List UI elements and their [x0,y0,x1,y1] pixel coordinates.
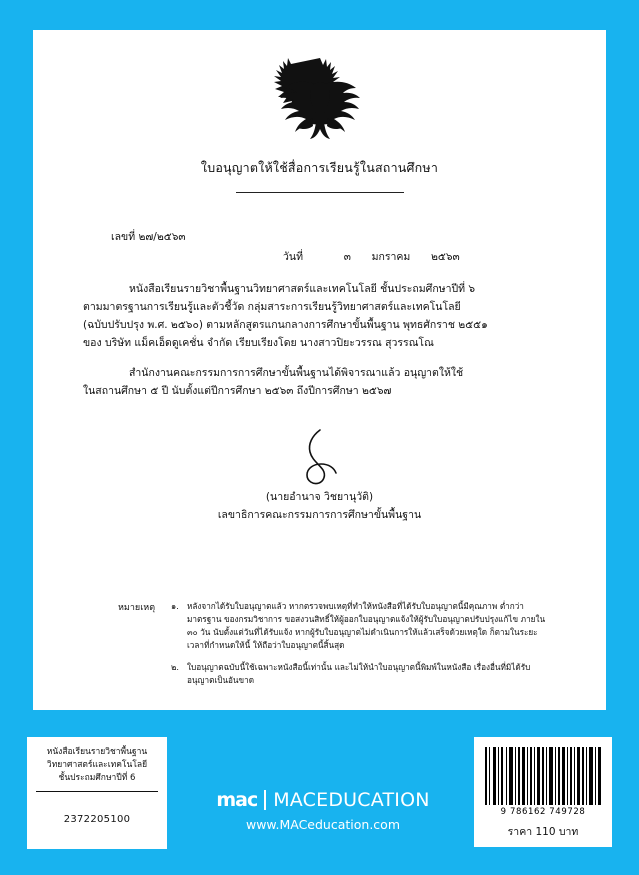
publisher-logo-area [178,790,468,832]
document-number [111,228,186,245]
notes-list [171,600,551,696]
body-line-5 [83,364,561,382]
document-number-value: ๒๗/๒๕๖๓ [138,231,186,243]
date-label: วันที่ [283,251,303,263]
note-item [171,600,551,652]
date-day: ๓ [343,251,351,263]
garuda-emblem [33,52,606,152]
notes-label: หมายเหตุ [118,603,156,613]
book-code-panel [27,737,167,849]
book-title-line-1: หนังสือเรียนรายวิชาพื้นฐาน [46,747,148,757]
book-title-lines [28,738,166,785]
certificate-sheet [33,30,606,710]
body-text-5: สำนักงานคณะกรรมการการศึกษาขั้นพื้นฐานได้พิจารณาแล้ว อนุญาตให้ใช้ [129,367,464,379]
body-line-4: ของ บริษัท แม็คเอ็ดดูเคชั่น จำกัด เรียบเรียงโดย นางสาวปิยะวรรณ สุวรรณโณ [83,337,434,349]
document-number-label: เลขที่ [111,231,136,243]
body-line-1 [83,280,561,298]
book-code-divider [36,791,158,792]
date-line [283,248,460,265]
body-line-6: ในสถานศึกษา ๕ ปี นับตั้งแต่ปีการศึกษา ๒๕๖๓ ถึงปีการศึกษา ๒๕๖๗ [83,385,392,397]
note-item [171,661,551,687]
body-text-1: หนังสือเรียนรายวิชาพื้นฐานวิทยาศาสตร์และเทคโนโลยี ชั้นประถมศึกษาปีที่ ๖ [129,283,476,295]
note-text: ใบอนุญาตฉบับนี้ใช้เฉพาะหนังสือนี้เท่านั้น และไม่ให้นำใบอนุญาตนี้พิมพ์ในหนังสือ เรื่องอื่นที่มิได้รับอนุญาตเป็นอันขาด [187,662,531,685]
mac-logo-mark: mac [216,788,258,811]
book-title-line-2: วิทยาศาสตร์และเทคโนโลยี [46,760,148,770]
price-label: ราคา 110 บาท [507,826,579,838]
date-month: มกราคม [371,251,411,263]
signature-mark [33,428,606,490]
note-text: หลังจากได้รับใบอนุญาตแล้ว หากตรวจพบเหตุที่ทำให้หนังสือที่ได้รับใบอนุญาตนี้มีคุณภาพ ต่ำกว่ามาตรฐาน ของกรมวิชาการ ขอสงวนสิทธิ์ให้ผู้ออกใบอนุญาตแจ้งให้ผู้รับใบอนุญาตปรับปรุงแก้ไข ภายใน ๓๐ วัน นับตั้งแต่วันที่ได้รับแจ้ง หากผู้รับใบอนุญาตไม่ดำเนินการให้แล้วเสร็จด้วยเหตุใด ก็ตามในระยะเวลาที่กำหนดให้นี้ ให้ถือว่าใบอนุญาตนี้สิ้นสุด [187,601,546,650]
book-code-value: 2372205100 [63,814,131,825]
note-number: ๒. [171,662,179,672]
date-year: ๒๕๖๓ [431,251,460,263]
publisher-name: MACEDUCATION [273,788,430,811]
publisher-logo-row [178,790,468,810]
barcode-digits: 9 786162 749728 [500,807,586,817]
logo-divider [264,790,266,810]
barcode-panel [474,737,612,847]
body-line-2: ตามมาตรฐานการเรียนรู้และตัวชี้วัด กลุ่มสาระการเรียนรู้วิทยาศาสตร์และเทคโนโลยี [83,301,461,313]
body-line-3: (ฉบับปรับปรุง พ.ศ. ๒๕๖๐) ตามหลักสูตรแกนกลางการศึกษาขั้นพื้นฐาน พุทธศักราช ๒๕๕๑ [83,319,488,331]
barcode-image [485,747,601,805]
signature-role: เลขาธิการคณะกรรมการการศึกษาขั้นพื้นฐาน [217,509,422,521]
title-divider [236,192,404,193]
certificate-title: ใบอนุญาตให้ใช้สื่อการเรียนรู้ในสถานศึกษา [200,160,439,175]
publisher-url[interactable]: www.MACeducation.com [245,817,401,832]
certificate-body [83,280,561,400]
note-number: ๑. [171,601,179,611]
book-title-line-3: ชั้นประถมศึกษาปีที่ 6 [58,773,136,783]
signature-name: (นายอำนาจ วิชยานุวัติ) [265,491,374,503]
